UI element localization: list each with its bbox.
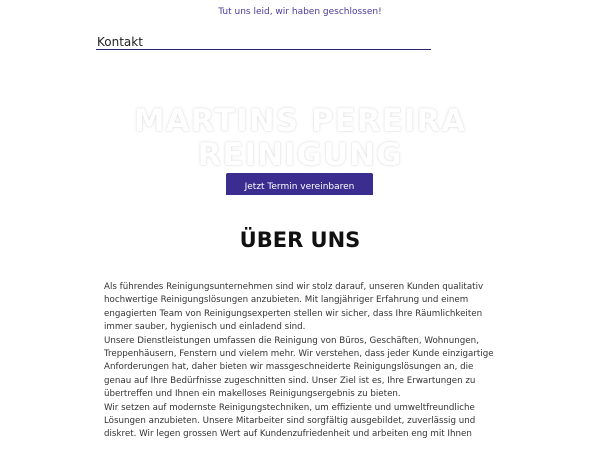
hero-title-line-1: MARTINS PEREIRA	[133, 103, 467, 139]
about-heading: ÜBER UNS	[239, 228, 361, 252]
nav-underline	[96, 49, 431, 50]
hero-title	[0, 104, 600, 172]
nav-link-kontakt[interactable]: Kontakt	[97, 35, 143, 49]
about-paragraph-3: Wir setzen auf modernste Reinigungstechniken, um effiziente und umweltfreundliche Lösungen anzubieten. Unsere Mitarbeiter sind sorgfältig ausgebildet, zuverlässig und diskret. Wir legen grossen Wert auf Kundenzufriedenheit und arbeiten eng mit Ihnen	[104, 402, 476, 440]
about-text	[104, 281, 500, 442]
book-appointment-button[interactable]: Jetzt Termin vereinbaren	[226, 173, 373, 195]
closed-notice: Tut uns leid, wir haben geschlossen!	[218, 7, 382, 17]
hero-title-line-2: REINIGUNG	[197, 137, 403, 173]
about-paragraph-2: Unsere Dienstleistungen umfassen die Reinigung von Büros, Geschäften, Wohnungen, Treppenhäusern, Fenstern und vielem mehr. Wir verstehen, dass jeder Kunde einzigartige Anforderungen hat, daher bieten wir massgeschneiderte Reinigungslösungen an, die genau auf Ihre Bedürfnisse zugeschnitten sind. Unser Ziel ist es, Ihre Erwartungen zu übertreffen und Ihnen ein makelloses Reinigungsergebnis zu bieten.	[104, 335, 494, 400]
about-paragraph-1: Als führendes Reinigungsunternehmen sind wir stolz darauf, unseren Kunden qualitativ hochwertige Reinigungslösungen anzubieten. Mit langjähriger Erfahrung und einem engagierten Team von Reinigungsexperten stellen wir sicher, dass Ihre Räumlichkeiten immer sauber, hygienisch und einladend sind.	[104, 282, 484, 333]
